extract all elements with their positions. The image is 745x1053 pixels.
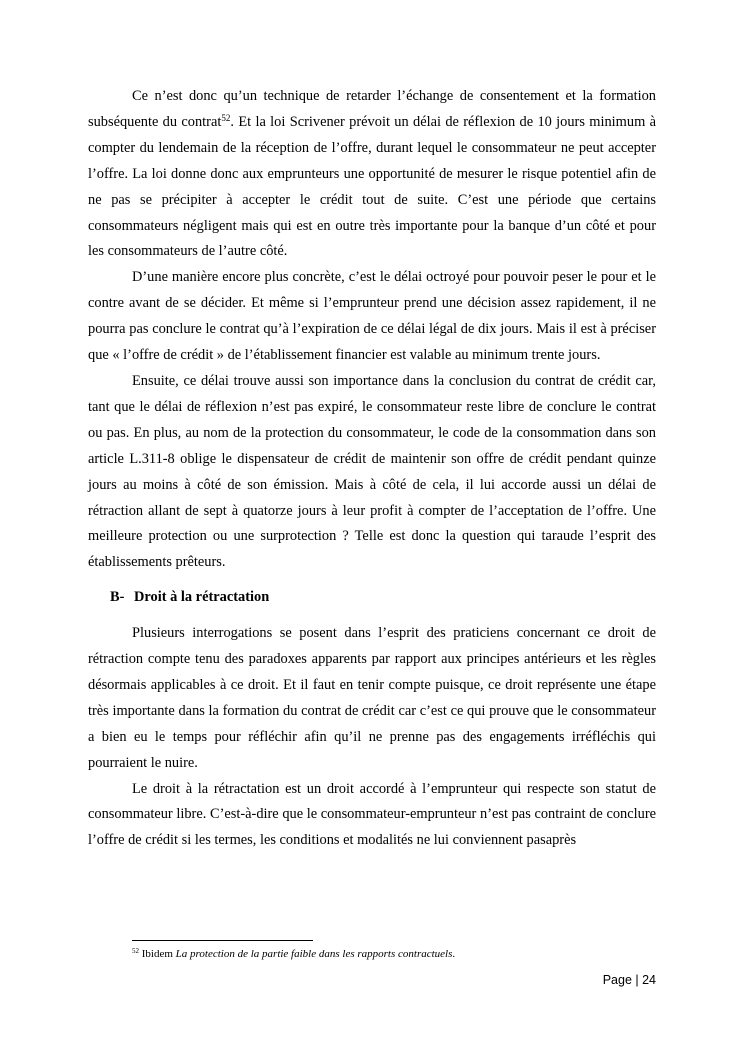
paragraph-1 [88, 84, 656, 265]
footnote-end: . [452, 948, 456, 960]
page-number: Page | 24 [602, 973, 656, 987]
footnote-number: 52 [132, 947, 139, 955]
section-heading [110, 585, 656, 611]
paragraph-3: Ensuite, ce délai trouve aussi son importance dans la conclusion du contrat de crédit car, tant que le délai de réflexion n’est pas expiré, le consommateur reste libre de conclure le contrat ou pas. En plus, au nom de la protection du consommateur, le code de la consommation dans son article L.311-8 oblige le dispensateur de crédit de maintenir son offre de crédit pendant quinze jours au moins à côté de son émission. Mais à côté de cela, il lui accorde aussi un délai de rétraction allant de sept à quatorze jours à leur profit à compter de l’acceptation de l’offre. Une meilleure protection ou une surprotection ? Telle est donc la question qui taraude l’esprit des établissements prêteurs. [88, 372, 656, 571]
footnote-separator [132, 940, 313, 941]
footnote [132, 946, 652, 962]
body-text [88, 84, 656, 854]
footnote-source: Ibidem [141, 948, 173, 960]
footnote-title: La protection de la partie faible dans les rapports contractuels [175, 948, 453, 960]
section-heading-title: Droit à la rétractation [134, 589, 270, 606]
paragraph-1-text: Ce n’est donc qu’un technique de retarder l’échange de consentement et la formation subséquente du contrat [88, 88, 656, 130]
section-heading-letter: B- [110, 589, 125, 606]
paragraph-1-text-cont: . Et la loi Scrivener prévoit un délai de réflexion de 10 jours minimum à compter du lendemain de la réception de l’offre, durant lequel le consommateur ne peut accepter l’offre. La loi donne donc aux emprunteurs une opportunité de mesurer le risque potentiel afin de ne pas se précipiter à accepter le crédit tout de suite. C’est une période que certains consommateurs négligent mais qui est en outre très importante pour la banque d’un côté et pour les consommateurs de l’autre côté. [88, 113, 656, 260]
paragraph-2: D’une manière encore plus concrète, c’est le délai octroyé pour pouvoir peser le pour et le contre avant de se décider. Et même si l’emprunteur prend une décision assez rapidement, il ne pourra pas conclure le contrat qu’à l’expiration de ce délai légal de dix jours. Mais il est à préciser que « l’offre de crédit » de l’établissement financier est valable au minimum trente jours. [88, 269, 656, 364]
paragraph-5: Le droit à la rétractation est un droit accordé à l’emprunteur qui respecte son statut de consommateur libre. C’est-à-dire que le consommateur-emprunteur n’est pas contraint de conclure l’offre de crédit si les termes, les conditions et modalités ne lui conviennent pasaprès [88, 780, 656, 849]
paragraph-4: Plusieurs interrogations se posent dans l’esprit des praticiens concernant ce droit de rétraction compte tenu des paradoxes apparents par rapport aux principes antérieurs et les règles désormais applicables à ce droit. Et il faut en tenir compte puisque, ce droit représente une étape très importante dans la formation du contrat de crédit car c’est ce qui prouve que le consommateur a bien eu le temps pour réfléchir afin qu’il ne prenne pas des engagements irréfléchis qui pourraient le nuire. [88, 625, 656, 771]
footnote-reference[interactable]: 52 [221, 112, 231, 123]
